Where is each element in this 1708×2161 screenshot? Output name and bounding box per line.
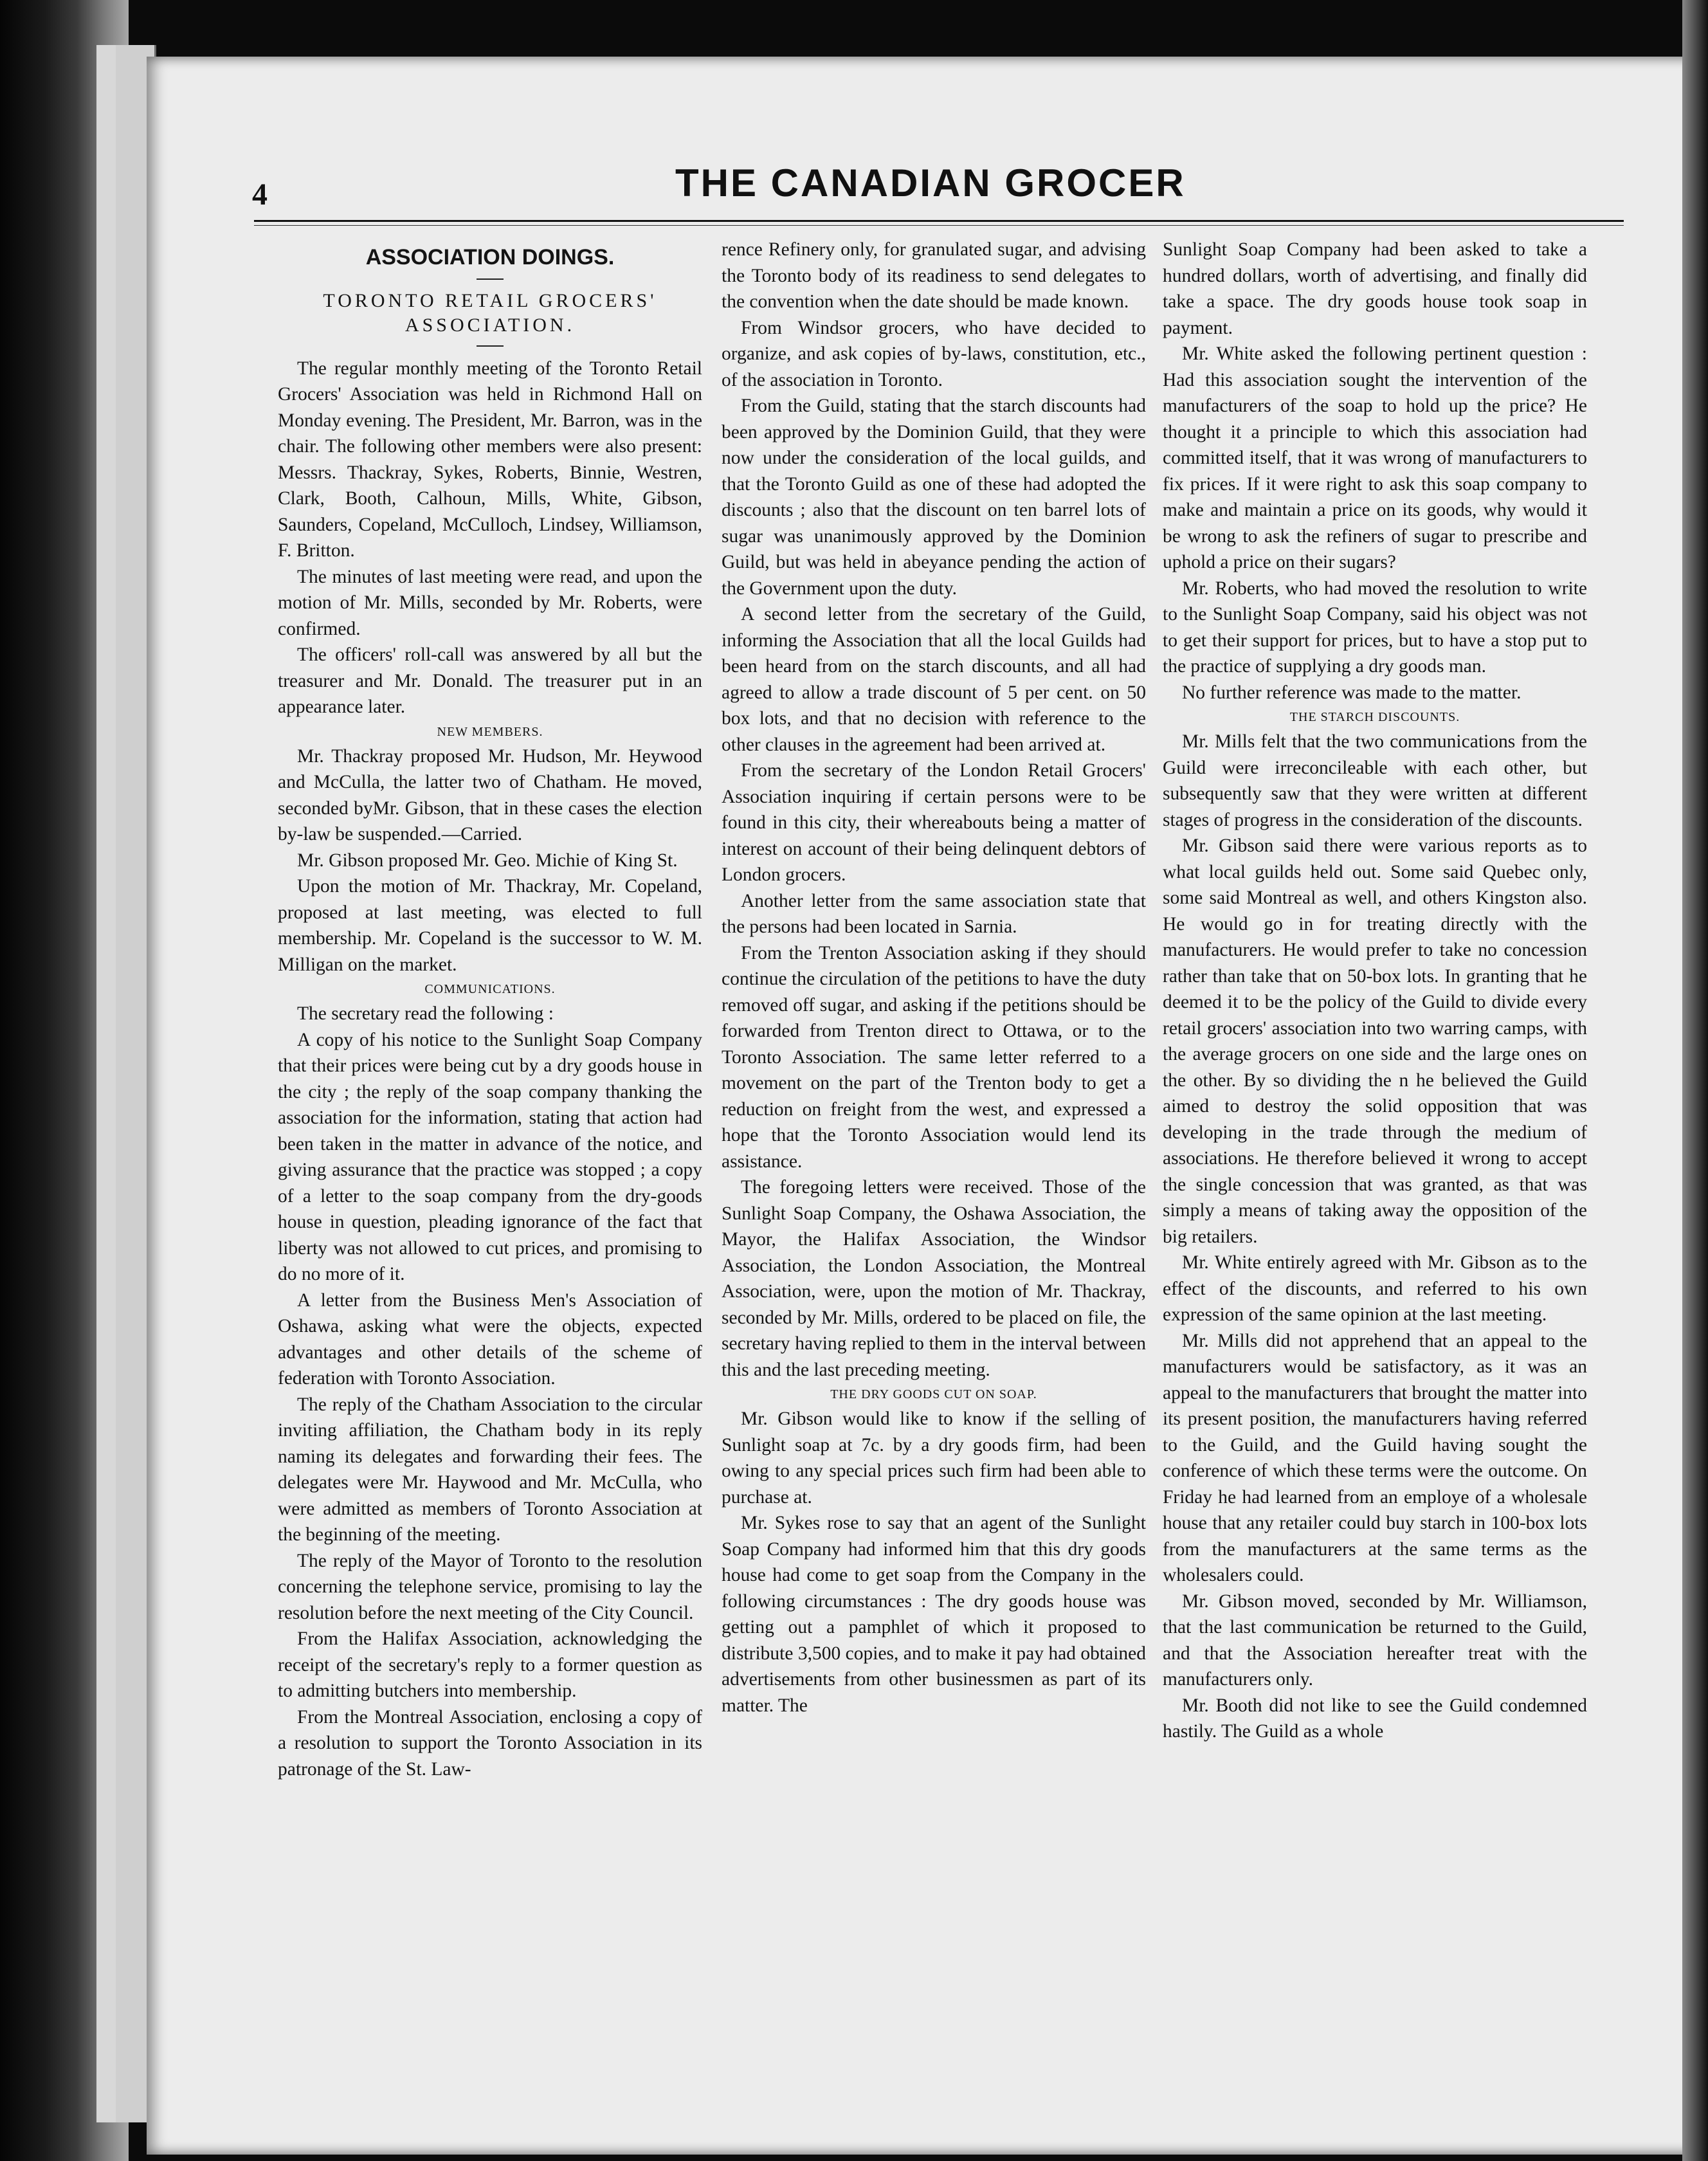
paragraph: The reply of the Chatham Association to the circular inviting affiliation, the Chatham body in its reply naming its delegates and forwarding their fees. The delegates were Mr. Haywood and Mr. McCulla, who were admitted as members of Toronto Association at the beginning of the meeting. xyxy=(278,1394,702,1545)
header-rule xyxy=(254,220,1624,222)
paragraph: Mr. Roberts, who had moved the resolution to write to the Sunlight Soap Company, said his object was not to get their support for prices, but to have a stop put to the practice of supplying a dry goods man. xyxy=(1163,578,1587,677)
article-subhead: TORONTO RETAIL GROCERS' ASSOCIATION. xyxy=(323,289,657,336)
section-heading-starch: THE STARCH DISCOUNTS. xyxy=(1289,710,1460,724)
paragraph: Mr. White asked the following pertinent question : Had this association sought the intervention of the manufacturers of the soap to hold up the price? He thought it a principle to which this association had committed itself, that it was wrong of manufacturers to fix prices. If it were right to ask this soap company to make and maintain a price on its goods, why would it be wrong to ask the refiners of sugar to prescribe and uphold a price on their sugars? xyxy=(1163,343,1587,572)
paragraph: From the Trenton Association asking if they should continue the circulation of the petitions to have the duty removed off sugar, and asking if the petitions should be forwarded from Trenton direct to Ottawa, or to the Toronto Association. The same letter referred to a movement on the part of the Trenton body to get a reduction on freight from the west, and expressed a hope that the Toronto Association would lend its assistance. xyxy=(722,942,1146,1172)
column-3 xyxy=(1163,237,1587,1745)
article-headline: ASSOCIATION DOINGS. xyxy=(365,245,615,269)
paragraph: Mr. Thackray proposed Mr. Hudson, Mr. Heywood and McCulla, the latter two of Chatham. He moved, seconded byMr. Gibson, that in these cases the election by-law be suspended.—Carried. xyxy=(278,745,702,844)
short-rule xyxy=(477,345,504,347)
paragraph: The reply of the Mayor of Toronto to the resolution concerning the telephone service, promising to lay the resolution before the next meeting of the City Council. xyxy=(278,1550,702,1623)
page-number: 4 xyxy=(252,178,268,212)
column-2 xyxy=(722,237,1146,1719)
paragraph: The secretary read the following : xyxy=(297,1003,554,1024)
paragraph: The minutes of last meeting were read, and upon the motion of Mr. Mills, seconded by Mr. Roberts, were confirmed. xyxy=(278,566,702,639)
section-heading-dry-goods: THE DRY GOODS CUT ON SOAP. xyxy=(830,1387,1037,1401)
paragraph: No further reference was made to the matter. xyxy=(1182,682,1522,703)
paragraph: Mr. White entirely agreed with Mr. Gibson as to the effect of the discounts, and referred to his own expression of the same opinion at the last meeting. xyxy=(1163,1252,1587,1325)
paragraph: Upon the motion of Mr. Thackray, Mr. Copeland, proposed at last meeting, was elected to full membership. Mr. Copeland is the successor to W. M. Milligan on the market. xyxy=(278,876,702,975)
paragraph: A second letter from the secretary of the Guild, informing the Association that all the local Guilds had been heard from on the starch discounts, and all had agreed to allow a trade discount of 5 per cent. on 50 box lots, and that no decision with reference to the other clauses in the agreement had been arrived at. xyxy=(722,604,1146,755)
paragraph: Sunlight Soap Company had been asked to take a hundred dollars, worth of advertising, and finally did take a space. The dry goods house took soap in payment. xyxy=(1163,239,1587,338)
paragraph: Another letter from the same association state that the persons had been located in Sarnia. xyxy=(722,890,1146,937)
paragraph: From the Halifax Association, acknowledging the receipt of the secretary's reply to a former question as to admitting butchers into membership. xyxy=(278,1628,702,1701)
paragraph: rence Refinery only, for granulated sugar, and advising the Toronto body of its readiness to send delegates to the convention when the date should be made known. xyxy=(722,239,1146,312)
paragraph: The foregoing letters were received. Those of the Sunlight Soap Company, the Oshawa Association, the Mayor, the Halifax Association, the Windsor Association, the London Association, the Montreal Association, were, upon the motion of Mr. Thackray, seconded by Mr. Mills, ordered to be placed on file, the secretary having replied to them in the interval between this and the last preceding meeting. xyxy=(722,1177,1146,1380)
paragraph: From the secretary of the London Retail Grocers' Association inquiring if certain persons were to be found in this city, their whereabouts being a matter of interest on account of their being delinquent debtors of London grocers. xyxy=(722,760,1146,885)
paragraph: From the Montreal Association, enclosing a copy of a resolution to support the Toronto Association in its patronage of the St. Law- xyxy=(278,1706,702,1780)
paragraph: A letter from the Business Men's Association of Oshawa, asking what were the objects, expected advantages and other details of the scheme of federation with Toronto Association. xyxy=(278,1290,702,1389)
paragraph: Mr. Gibson would like to know if the selling of Sunlight soap at 7c. by a dry goods firm, had been owing to any special prices such firm had been able to purchase at. xyxy=(722,1409,1146,1508)
paragraph: Mr. Booth did not like to see the Guild condemned hastily. The Guild as a whole xyxy=(1163,1695,1587,1742)
paragraph: Mr. Mills felt that the two communications from the Guild were irreconcileable with each other, but subsequently saw that they were written at different stages of progress in the consideration of the discounts. xyxy=(1163,731,1587,830)
paragraph: From Windsor grocers, who have decided to organize, and ask copies of by-laws, constitution, etc., of the association in Toronto. xyxy=(722,317,1146,390)
paragraph: Mr. Gibson proposed Mr. Geo. Michie of King St. xyxy=(297,850,678,871)
paragraph: Mr. Sykes rose to say that an agent of the Sunlight Soap Company had informed him that this dry goods house had come to get soap from the Company in the following circumstances : The dry goods house was getting out a pamphlet of which it proposed to distribute 3,500 copies, and to make it pay had obtained advertisements from other businessmen as part of its matter. The xyxy=(722,1513,1146,1716)
paragraph: Mr. Mills did not apprehend that an appeal to the manufacturers would be satisfactory, as it was an appeal to the manufacturers that brought the matter into its present position, the manufacturers having referred to the Guild, and the Guild having sought the conference of which these terms were the outcome. On Friday he had learned from an employe of a wholesale house that any retailer could buy starch in 100-box lots from the manufacturers at the same terms as the wholesalers could. xyxy=(1163,1330,1587,1585)
paragraph: A copy of his notice to the Sunlight Soap Company that their prices were being cut by a dry goods house in the city ; the reply of the soap company thanking the association for the information, stating that action had been taken in the matter in advance of the notice, and giving assurance that the practice was stopped ; a copy of a letter to the soap company from the dry-goods house in question, pleading ignorance of the fact that liberty was not allowed to cut prices, and promising to do no more of it. xyxy=(278,1029,702,1284)
section-heading-new-members: NEW MEMBERS. xyxy=(437,724,543,739)
page-right-shadow xyxy=(1682,0,1708,2161)
publication-title: THE CANADIAN GROCER xyxy=(675,161,1186,205)
header-rule-thin xyxy=(254,225,1624,226)
paragraph: The officers' roll-call was answered by all but the treasurer and Mr. Donald. The treasurer put in an appearance later. xyxy=(278,644,702,717)
paragraph: Mr. Gibson said there were various reports as to what local guilds held out. Some said Quebec only, some said Montreal as well, and others Kingston also. He would go in for treating directly with the manufacturers. He would prefer to take no concession rather than take that on 50-box lots. In granting that he deemed it to be the policy of the Guild to divide every retail grocers' association into two warring camps, with the average grocers on one side and the large ones on the other. By so dividing the n he believed the Guild aimed to destroy the solid opposition that was developing in the trade through the medium of associations. He therefore believed it wrong to accept the single concession that was granted, as that was simply a means of taking away the opposition of the big retailers. xyxy=(1163,835,1587,1247)
short-rule xyxy=(477,278,504,280)
paragraph: The regular monthly meeting of the Toronto Retail Grocers' Association was held in Richmond Hall on Monday evening. The President, Mr. Barron, was in the chair. The following other members were also present: Messrs. Thackray, Sykes, Roberts, Binnie, Westren, Clark, Booth, Calhoun, Mills, White, Gibson, Saunders, Copeland, McCulloch, Lindsey, Williamson, F. Britton. xyxy=(278,358,702,561)
paragraph: From the Guild, stating that the starch discounts had been approved by the Dominion Guild, that they were now under the consideration of the local guilds, and that the Toronto Guild as one of these had adopted the discounts ; also that the discount on ten barrel lots of sugar was unanimously approved by the Dominion Guild, but was held in abeyance pending the action of the Government upon the duty. xyxy=(722,396,1146,599)
section-heading-communications: COMMUNICATIONS. xyxy=(424,982,556,996)
paragraph: Mr. Gibson moved, seconded by Mr. Williamson, that the last communication be returned to the Guild, and that the Association hereafter treat with the manufacturers only. xyxy=(1163,1591,1587,1690)
column-1 xyxy=(278,237,702,1782)
